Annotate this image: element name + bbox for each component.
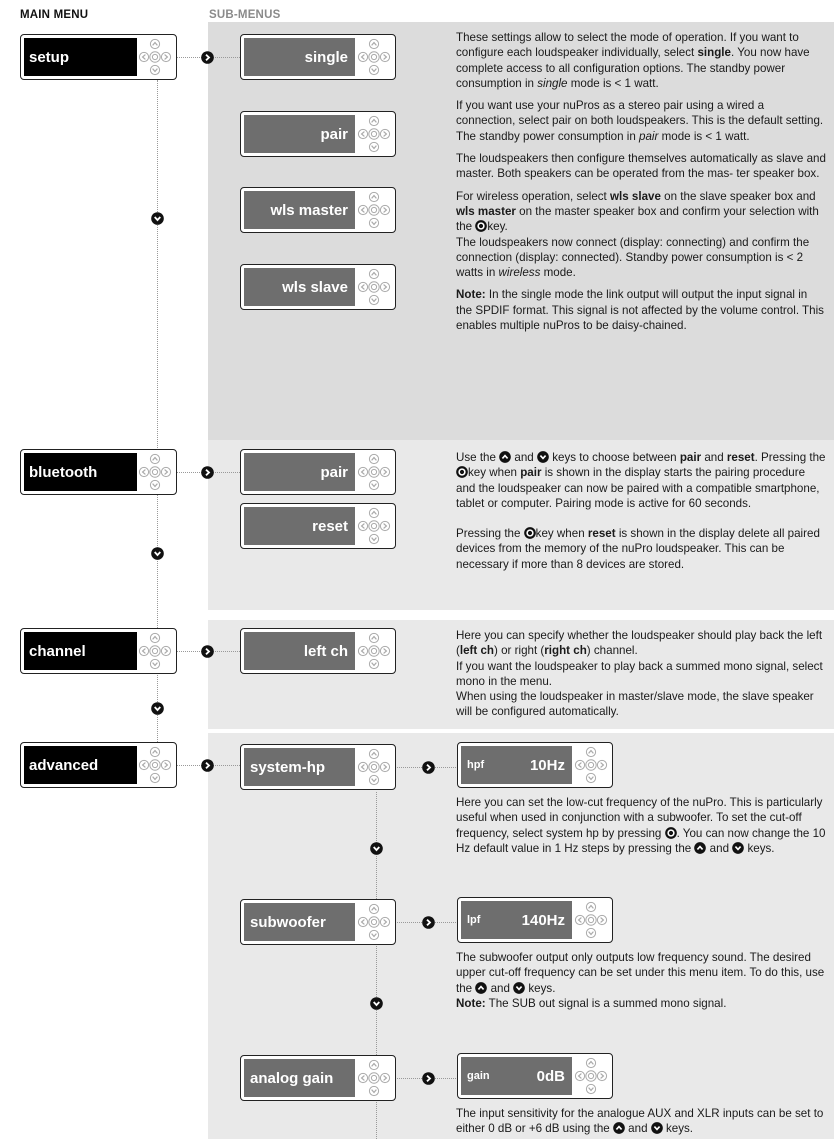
down-key-icon: [732, 842, 744, 854]
hpf-value: 10Hz: [529, 756, 565, 774]
bluetooth-description: [456, 450, 826, 572]
nav-pad-icon: [137, 630, 173, 672]
bt-reset-label: reset: [244, 507, 355, 545]
nav-pad-icon: [356, 630, 392, 672]
wls-slave-label: wls slave: [244, 268, 355, 306]
main-menu-setup[interactable]: [20, 34, 177, 80]
system-hp-description: [456, 795, 826, 856]
up-key-icon: [475, 982, 487, 994]
setup-note: Note: In the single mode the link output will output the input signal in the SPDIF format. This signal is not affected by the volume control. This enables multiple nuPros to be daisy-chained.: [456, 288, 824, 333]
submenu-left-ch[interactable]: [240, 628, 396, 674]
lpf-value-display[interactable]: [457, 897, 613, 943]
submenu-subwoofer[interactable]: [240, 899, 396, 945]
main-menu-header: MAIN MENU: [20, 9, 89, 21]
nav-pad-icon: [356, 746, 392, 788]
submenu-single[interactable]: [240, 34, 396, 80]
setup-para-1: These settings allow to select the mode of operation. If you want to configure each loudspeaker individually, select single. You now have complete access to all configuration options. The standby power consumption in single mode is < 1 watt.: [456, 31, 810, 90]
analog-gain-label: analog gain: [244, 1059, 355, 1097]
bt-para-2: Pressing the key when reset is shown in the display delete all paired devices from the memory of the nuPro loudspeaker. This can be necessary if more than 8 devices are stored.: [456, 527, 820, 571]
subwoofer-description: [456, 950, 826, 1011]
gain-value-display[interactable]: [457, 1053, 613, 1099]
enter-key-icon: [524, 527, 536, 539]
enter-key-icon: [475, 220, 487, 232]
up-key-icon: [613, 1122, 625, 1134]
nav-pad-icon: [356, 505, 392, 547]
down-arrow-icon: [151, 702, 164, 715]
channel-description: [456, 628, 826, 720]
bt-pair-label: pair: [244, 453, 355, 491]
enter-key-icon: [456, 466, 468, 478]
pair-label: pair: [244, 115, 355, 153]
analog-gain-description: [456, 1106, 826, 1137]
down-arrow-icon: [370, 997, 383, 1010]
main-menu-channel[interactable]: [20, 628, 177, 674]
down-arrow-icon: [151, 547, 164, 560]
enter-key-icon: [665, 827, 677, 839]
hp-para: Here you can set the low-cut frequency of the nuPro. This is particularly useful when used in conjunction with a subwoofer. To set the cut-off frequency, select system hp by pressing . You can now change the 10 Hz default value in 1 Hz steps by pressing the and keys.: [456, 796, 826, 855]
hpf-key-label: hpf: [467, 759, 485, 771]
setup-para-2: If you want use your nuPros as a stereo pair using a wired a connection, select pair on both loudspeakers. This is the default setting. The standby power consumption in pair mode is < 1 watt.: [456, 99, 824, 143]
down-key-icon: [537, 451, 549, 463]
ch-para-1: Here you can specify whether the loudspeaker should play back the left (left ch) or right (right ch) channel. If you want the loudspeaker to play back a summed mono signal, select mono in the menu. When using the loudspeaker in master/slave mode, the slave speaker will be configured automatically.: [456, 629, 823, 719]
hpf-screen: [461, 746, 572, 784]
submenu-bt-pair[interactable]: [240, 449, 396, 495]
advanced-label: advanced: [24, 746, 137, 784]
main-menu-bluetooth[interactable]: [20, 449, 177, 495]
single-label: single: [244, 38, 355, 76]
nav-pad-icon: [573, 1055, 609, 1097]
lpf-key-label: lpf: [467, 914, 481, 926]
submenu-bt-reset[interactable]: [240, 503, 396, 549]
right-arrow-icon: [201, 645, 214, 658]
up-key-icon: [694, 842, 706, 854]
bluetooth-label: bluetooth: [24, 453, 137, 491]
submenu-wls-slave[interactable]: [240, 264, 396, 310]
right-arrow-icon: [422, 1072, 435, 1085]
nav-pad-icon: [137, 36, 173, 78]
nav-pad-icon: [356, 189, 392, 231]
sub-para: The subwoofer output only outputs low frequency sound. The desired upper cut-off frequency can be set under this menu item. To do this, use the and keys. Note: The SUB out signal is a summed mono signal.: [456, 951, 825, 1010]
nav-pad-icon: [356, 266, 392, 308]
setup-label: setup: [24, 38, 137, 76]
subwoofer-label: subwoofer: [244, 903, 355, 941]
nav-pad-icon: [356, 901, 392, 943]
submenu-pair[interactable]: [240, 111, 396, 157]
lpf-value: 140Hz: [521, 911, 565, 929]
nav-pad-icon: [137, 744, 173, 786]
up-key-icon: [499, 451, 511, 463]
down-key-icon: [513, 982, 525, 994]
nav-pad-icon: [137, 451, 173, 493]
submenu-wls-master[interactable]: [240, 187, 396, 233]
gain-para: The input sensitivity for the analogue AUX and XLR inputs can be set to either 0 dB or +6 dB using the and keys.: [456, 1107, 824, 1136]
wls-master-label: wls master: [244, 191, 355, 229]
down-arrow-icon: [151, 212, 164, 225]
nav-pad-icon: [356, 1057, 392, 1099]
nav-pad-icon: [573, 744, 609, 786]
setup-description: [456, 30, 826, 333]
nav-pad-icon: [356, 451, 392, 493]
lpf-screen: [461, 901, 572, 939]
right-arrow-icon: [201, 51, 214, 64]
right-arrow-icon: [422, 761, 435, 774]
bt-para-1: Use the and keys to choose between pair and reset. Pressing the key when pair is shown in the display starts the pairing procedure and the loudspeaker can now be paired with a compatible smartphone, tablet or computer. Pairing mode is active for 60 seconds.: [456, 451, 826, 510]
hpf-value-display[interactable]: [457, 742, 613, 788]
down-arrow-icon: [370, 842, 383, 855]
right-arrow-icon: [201, 759, 214, 772]
gain-key-label: gain: [467, 1070, 490, 1082]
gain-value: 0dB: [536, 1067, 565, 1085]
submenu-system-hp[interactable]: [240, 744, 396, 790]
nav-pad-icon: [356, 113, 392, 155]
system-hp-label: system-hp: [244, 748, 355, 786]
left-ch-label: left ch: [244, 632, 355, 670]
right-arrow-icon: [201, 466, 214, 479]
sub-menus-header: SUB-MENUS: [209, 9, 281, 21]
main-menu-advanced[interactable]: [20, 742, 177, 788]
setup-para-3: The loudspeakers then configure themselves automatically as slave and master. Both speakers can be operated from the mas- ter speaker box.: [456, 152, 826, 181]
setup-para-4: For wireless operation, select wls slave on the slave speaker box and wls master on the master speaker box and confirm your selection with the key. The loudspeakers now connect (display: connecting) and confirm the connection (display: connected). Standby power consumption is < 2 watts in wireless mode.: [456, 189, 819, 280]
gain-screen: [461, 1057, 572, 1095]
channel-label: channel: [24, 632, 137, 670]
nav-pad-icon: [356, 36, 392, 78]
right-arrow-icon: [422, 916, 435, 929]
submenu-analog-gain[interactable]: [240, 1055, 396, 1101]
nav-pad-icon: [573, 899, 609, 941]
down-key-icon: [651, 1122, 663, 1134]
